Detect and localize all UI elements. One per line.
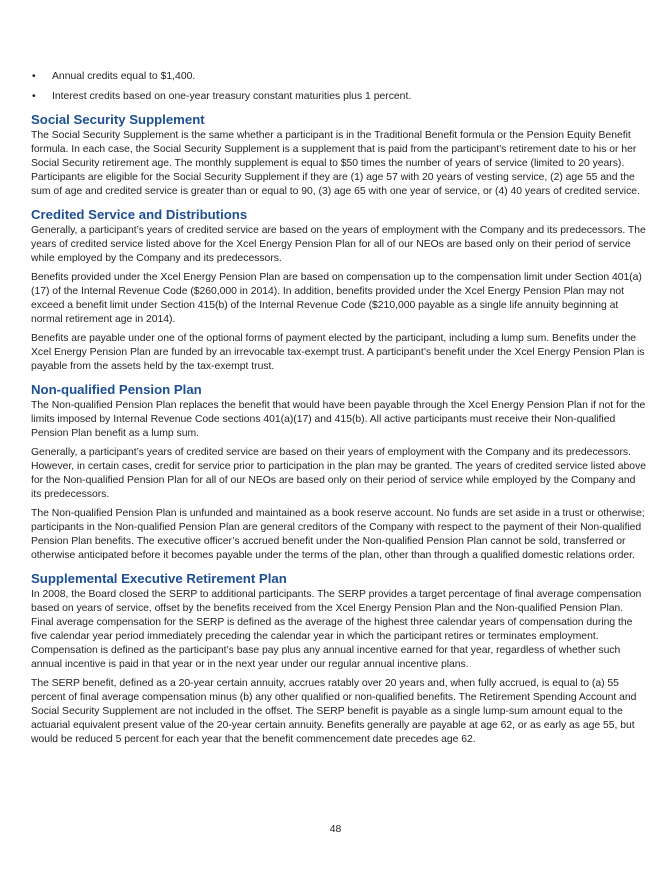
section-serp (31, 571, 646, 747)
paragraph: In 2008, the Board closed the SERP to additional participants. The SERP provides a target percentage of final average compensation based on years of service, offset by the benefits received from the Xcel Energy Pension Plan and the Non-qualified Pension Plan. Final average compensation for the SERP is defined as the average of the highest three calendar years of compensation during the five calendar year period immediately preceding the calendar year in which the participant retires or terminates employment. Compensation is defined as the participant’s base pay plus any annual incentive earned for that year, regardless of whether such annual incentive is paid in that year or in the next year under our regular annual incentive plans. (31, 589, 642, 670)
section-non-qualified-pension-plan (31, 382, 646, 563)
bullet-text: Interest credits based on one-year treasury constant maturities plus 1 percent. (52, 91, 412, 102)
bullet-item (31, 70, 646, 84)
paragraph: The Non-qualified Pension Plan replaces the benefit that would have been payable through the Xcel Energy Pension Plan if not for the limits imposed by Internal Revenue Code sections 401(a)(17) and 415(b). All active participants must receive their Non-qualified Pension Plan benefit as a lump sum. (31, 400, 646, 439)
paragraph: The Social Security Supplement is the same whether a participant is in the Traditional Benefit formula or the Pension Equity Benefit formula. In each case, the Social Security Supplement is a supplement that is paid from the participant’s retirement date to his or her Social Security retirement age. The monthly supplement is equal to $50 times the number of years of service (limited to 20 years). Participants are eligible for the Social Security Supplement if they are (1) age 57 with 20 years of vesting service, (2) age 55 and the sum of age and credited service is greater than or equal to 90, (3) age 65 with one year of service, or (4) 40 years of credited service. (31, 130, 640, 197)
bullet-text: Annual credits equal to $1,400. (52, 71, 196, 82)
section-heading: Credited Service and Distributions (31, 207, 248, 222)
bullet-item (31, 90, 646, 104)
bullet-list (31, 70, 646, 104)
paragraph: The Non-qualified Pension Plan is unfunded and maintained as a book reserve account. No funds are set aside in a trust or otherwise; participants in the Non-qualified Pension Plan are general creditors of the Company with respect to the payment of their Non-qualified Pension Plan benefits. The executive officer’s accrued benefit under the Non-qualified Pension Plan cannot be sold, transferred or otherwise anticipated before it becomes payable under the terms of the plan, other than through a qualified domestic relations order. (31, 508, 645, 561)
section-heading: Non-qualified Pension Plan (31, 382, 202, 397)
bullet-icon: • (32, 71, 36, 82)
document-page (31, 70, 646, 752)
bullet-icon: • (32, 91, 36, 102)
paragraph: Generally, a participant’s years of credited service are based on the years of employment with the Company and its predecessors. The years of credited service listed above for the Xcel Energy Pension Plan for all of our NEOs are based only on their period of service while employed by the Company and its predecessors. (31, 225, 646, 264)
section-heading: Social Security Supplement (31, 112, 205, 127)
paragraph: The SERP benefit, defined as a 20-year certain annuity, accrues ratably over 20 years and, when fully accrued, is equal to (a) 55 percent of final average compensation minus (b) any other qualified or non-qualified benefits. The Retirement Spending Account and Social Security Supplement are not included in the offset. The SERP benefit is payable as a single lump-sum amount equal to the actuarial equivalent present value of the 20-year certain annuity. Benefits generally are payable at age 62, or as early as age 55, but would be reduced 5 percent for each year that the benefit commencement date precedes age 62. (31, 678, 637, 745)
paragraph: Generally, a participant’s years of credited service are based on their years of employment with the Company and its predecessors. However, in certain cases, credit for service prior to participation in the plan may be granted. The years of credited service listed above for the Non-qualified Pension Plan for all of our NEOs are based only on their period of service while employed by the Company and its predecessors. (31, 447, 647, 500)
section-social-security-supplement (31, 112, 646, 199)
section-credited-service (31, 207, 646, 374)
paragraph: Benefits provided under the Xcel Energy Pension Plan are based on compensation up to the compensation limit under Section 401(a)(17) of the Internal Revenue Code ($260,000 in 2014). In addition, benefits provided under the Xcel Energy Pension Plan may not exceed a benefit limit under Section 415(b) of the Internal Revenue Code ($210,000 payable as a single life annuity beginning at normal retirement age in 2014). (31, 272, 642, 325)
section-heading: Supplemental Executive Retirement Plan (31, 571, 287, 586)
page-number: 48 (329, 824, 342, 835)
paragraph: Benefits are payable under one of the optional forms of payment elected by the participant, including a lump sum. Benefits under the Xcel Energy Pension Plan are funded by an irrevocable tax-exempt trust. A participant’s benefit under the Xcel Energy Pension Plan is payable from the assets held by the tax-exempt trust. (31, 333, 645, 372)
